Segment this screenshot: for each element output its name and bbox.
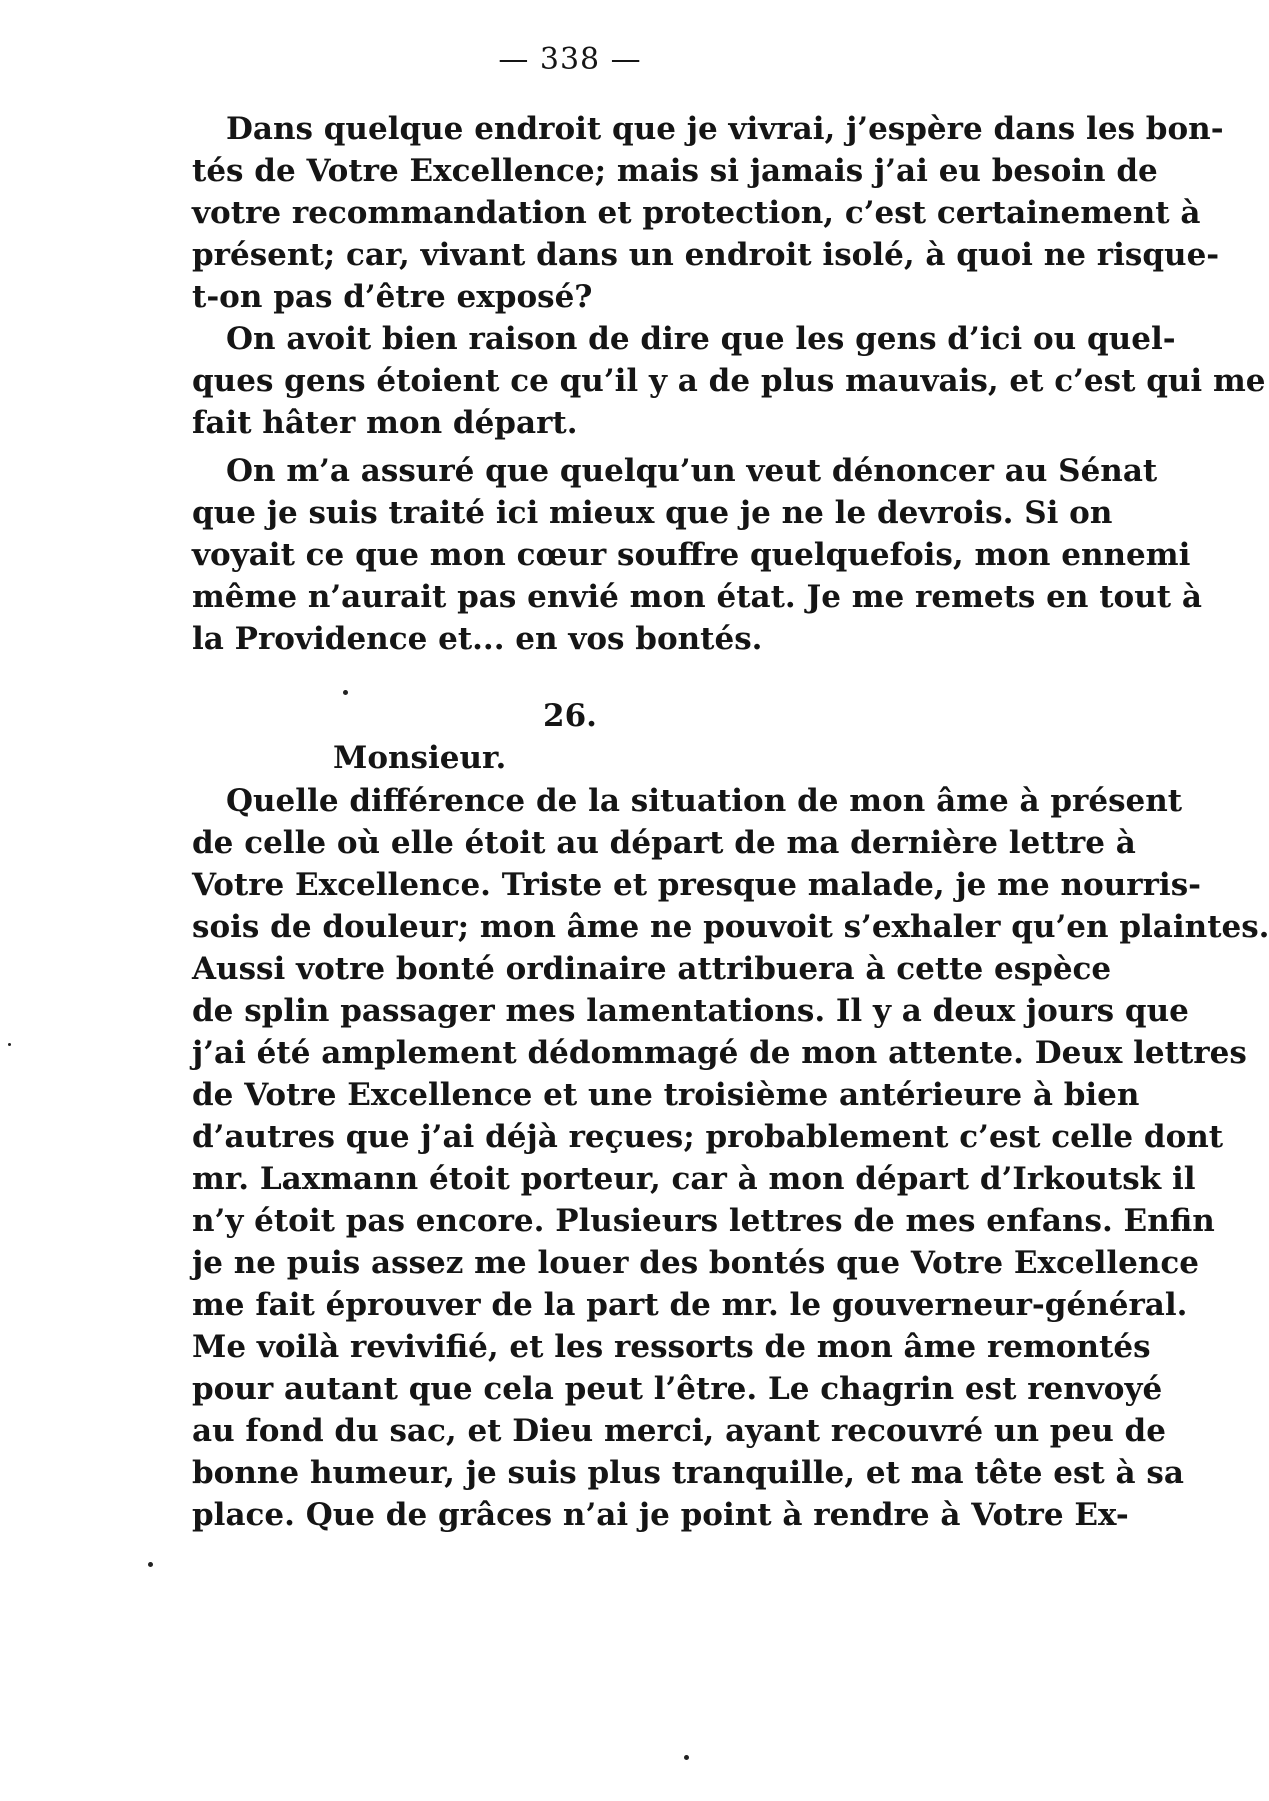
paragraph-1 xyxy=(192,108,1224,318)
paragraph-3 xyxy=(192,450,1202,660)
text-line: même n’aurait pas envié mon état. Je me remets en tout à xyxy=(192,579,1202,615)
ink-speck xyxy=(343,690,348,695)
letter-salutation: Monsieur. xyxy=(333,740,507,776)
text-line: me fait éprouver de la part de mr. le gouverneur-général. xyxy=(192,1287,1188,1323)
text-line: n’y étoit pas encore. Plusieurs lettres de mes enfans. Enfin xyxy=(192,1203,1215,1239)
ink-speck xyxy=(148,1562,153,1567)
letter-number: 26. xyxy=(543,698,597,734)
text-line: de celle où elle étoit au départ de ma dernière lettre à xyxy=(192,825,1136,861)
text-line: t-on pas d’être exposé? xyxy=(192,279,593,315)
text-line: pour autant que cela peut l’être. Le chagrin est renvoyé xyxy=(192,1371,1163,1407)
text-line: Dans quelque endroit que je vivrai, j’espère dans les bon- xyxy=(226,111,1224,147)
text-line: j’ai été amplement dédommagé de mon attente. Deux lettres xyxy=(192,1035,1247,1071)
text-line: Me voilà revivifié, et les ressorts de mon âme remontés xyxy=(192,1329,1151,1365)
text-line: voyait ce que mon cœur souffre quelquefois, mon ennemi xyxy=(192,537,1191,573)
paragraph-2 xyxy=(192,318,1266,444)
page-number: — 338 — xyxy=(498,42,642,77)
text-line: fait hâter mon départ. xyxy=(192,405,578,441)
text-line: la Providence et... en vos bontés. xyxy=(192,621,763,657)
text-line: d’autres que j’ai déjà reçues; probablement c’est celle dont xyxy=(192,1119,1224,1155)
text-line: On m’a assuré que quelqu’un veut dénoncer au Sénat xyxy=(226,453,1158,489)
text-line: ques gens étoient ce qu’il y a de plus mauvais, et c’est qui me xyxy=(192,363,1266,399)
ink-speck xyxy=(684,1755,689,1760)
text-line: mr. Laxmann étoit porteur, car à mon départ d’Irkoutsk il xyxy=(192,1161,1196,1197)
ink-speck xyxy=(8,1043,11,1046)
text-line: de Votre Excellence et une troisième antérieure à bien xyxy=(192,1077,1140,1113)
text-line: On avoit bien raison de dire que les gens d’ici ou quel- xyxy=(226,321,1176,357)
text-line: Quelle différence de la situation de mon âme à présent xyxy=(226,783,1183,819)
text-line: présent; car, vivant dans un endroit isolé, à quoi ne risque- xyxy=(192,237,1220,273)
letter-body xyxy=(192,780,1269,1536)
text-line: au fond du sac, et Dieu merci, ayant recouvré un peu de xyxy=(192,1413,1166,1449)
text-line: sois de douleur; mon âme ne pouvoit s’exhaler qu’en plaintes. xyxy=(192,909,1269,945)
text-line: place. Que de grâces n’ai je point à rendre à Votre Ex- xyxy=(192,1497,1129,1533)
text-line: je ne puis assez me louer des bontés que Votre Excellence xyxy=(192,1245,1200,1281)
text-line: de splin passager mes lamentations. Il y a deux jours que xyxy=(192,993,1189,1029)
text-line: Votre Excellence. Triste et presque malade, je me nourris- xyxy=(192,867,1202,903)
text-line: tés de Votre Excellence; mais si jamais j’ai eu besoin de xyxy=(192,153,1158,189)
text-line: votre recommandation et protection, c’est certainement à xyxy=(192,195,1201,231)
text-line: Aussi votre bonté ordinaire attribuera à cette espèce xyxy=(192,951,1112,987)
text-line: bonne humeur, je suis plus tranquille, et ma tête est à sa xyxy=(192,1455,1184,1491)
text-line: que je suis traité ici mieux que je ne le devrois. Si on xyxy=(192,495,1113,531)
